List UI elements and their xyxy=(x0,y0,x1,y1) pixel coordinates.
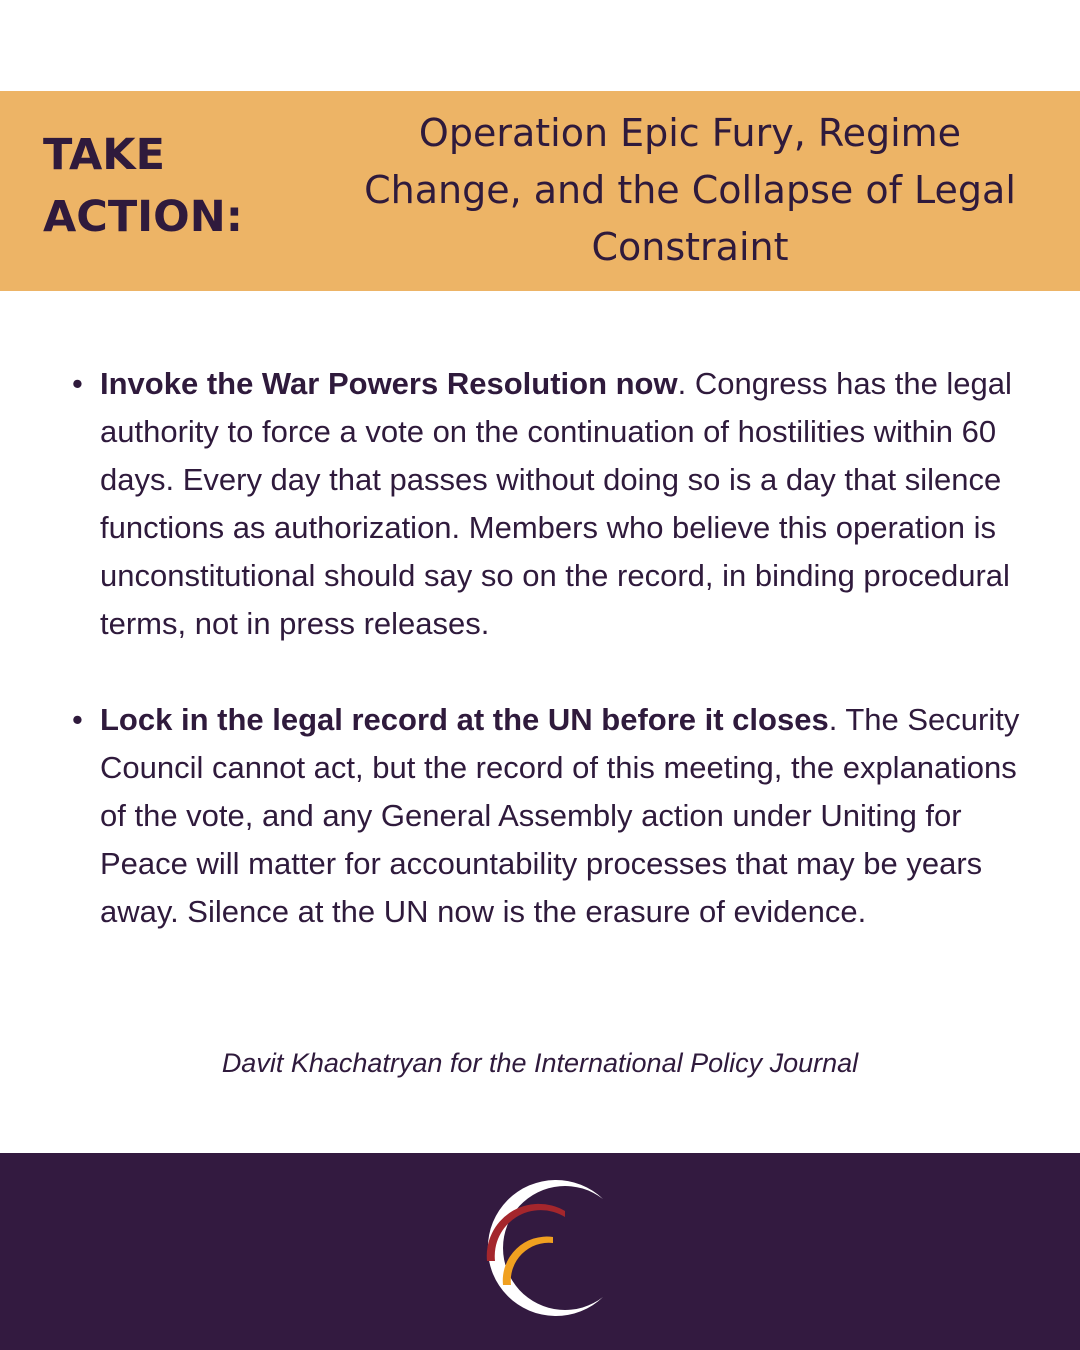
crescent-arcs-logo-icon xyxy=(465,1173,615,1323)
action-item-body: . The Security Council cannot act, but the record of this meeting, the explanations of the vote, and any General Assembly action under Uniting for Peace will matter for accountability processes that may be years away. Silence at the UN now is the erasure of evidence. xyxy=(100,702,1020,929)
action-item-body: . Congress has the legal authority to force a vote on the continuation of hostilities within 60 days. Every day that passes without doing so is a day that silence functions as authorization. Members who believe this operation is unconstitutional should say so on the record, in binding procedural terms, not in press releases. xyxy=(100,366,1012,641)
bullet-dot-icon: • xyxy=(72,366,83,401)
action-list xyxy=(70,360,1050,936)
logo-white-arc xyxy=(488,1180,603,1316)
content-area xyxy=(70,360,1050,984)
action-item-un-record xyxy=(70,696,1050,936)
action-item-war-powers xyxy=(70,360,1050,648)
take-action-line2: ACTION: xyxy=(43,192,243,242)
bullet-dot-icon: • xyxy=(72,702,83,737)
logo-orange-arc xyxy=(503,1237,553,1285)
action-item-heading: Lock in the legal record at the UN before it closes xyxy=(100,702,829,737)
byline: Davit Khachatryan for the International Policy Journal xyxy=(221,1048,859,1078)
action-item-heading: Invoke the War Powers Resolution now xyxy=(100,366,678,401)
article-title: Operation Epic Fury, Regime Change, and the Collapse of Legal Constraint xyxy=(364,111,1016,269)
take-action-line1: TAKE xyxy=(43,130,165,180)
take-action-label xyxy=(43,124,343,248)
